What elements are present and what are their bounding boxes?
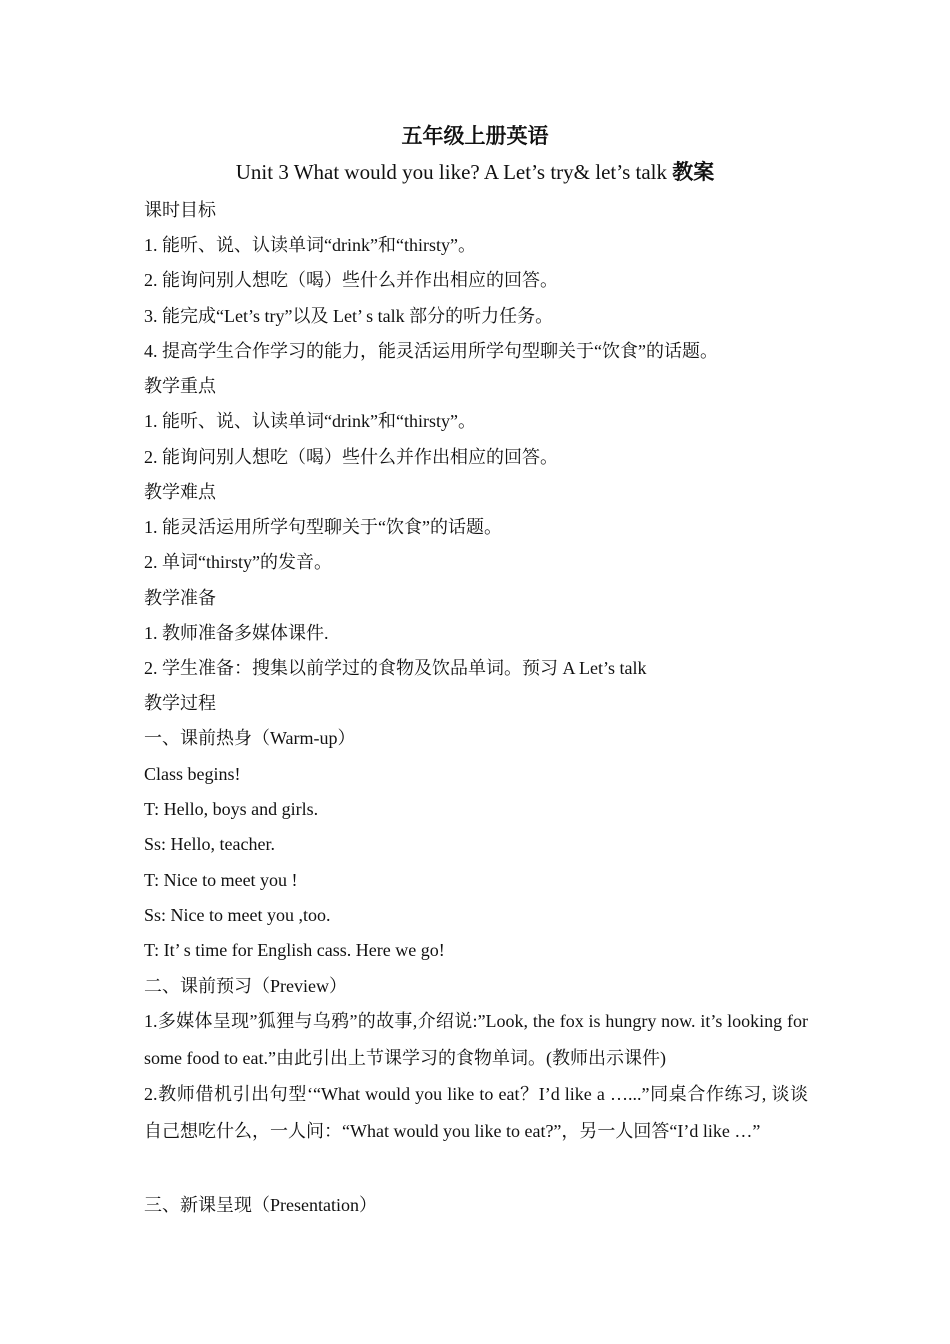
objective-item: 4. 提高学生合作学习的能力，能灵活运用所学句型聊关于“饮食”的话题。 [144,341,718,361]
section-heading-difficulties: 教学难点 [144,482,216,502]
key-point-item: 2. 能询问别人想吃（喝）些什么并作出相应的回答。 [144,447,558,467]
dialogue-line: T: Nice to meet you ! [144,870,298,890]
difficulty-item: 2. 单词“thirsty”的发音。 [144,552,332,572]
subsection-heading-warm-up: 一、课前热身（Warm-up） [144,728,356,748]
dialogue-line: Ss: Hello, teacher. [144,834,275,854]
dialogue-line: Ss: Nice to meet you ,too. [144,905,331,925]
preview-paragraph: 1.多媒体呈现”狐狸与乌鸦”的故事,介绍说:”Look, the fox is hungry now. it’s looking for some food to eat.”由此引出上节课学习的食物单词。(教师出示课件) [144,1011,808,1068]
subtitle-chinese: 教案 [672,160,715,184]
subsection-heading-preview: 二、课前预习（Preview） [144,976,347,996]
preparation-item: 1. 教师准备多媒体课件. [144,623,329,643]
dialogue-line: T: It’ s time for English cass. Here we go! [144,940,445,960]
objective-item: 3. 能完成“Let’s try”以及 Let’ s talk 部分的听力任务。 [144,306,554,326]
dialogue-line: T: Hello, boys and girls. [144,799,319,819]
subtitle-english: Unit 3 What would you like? A Let’s try& let’s talk [235,160,673,184]
document-subtitle [0,158,950,186]
section-heading-process: 教学过程 [144,693,216,713]
section-heading-key-points: 教学重点 [144,376,216,396]
objective-item: 2. 能询问别人想吃（喝）些什么并作出相应的回答。 [144,270,558,290]
preview-paragraph: 2.教师借机引出句型‘“What would you like to eat？I’d like a …...”同桌合作练习, 谈谈自己想吃什么，一人问：“What would you like to eat?”，另一人回答“I’d like …” [144,1084,808,1141]
section-heading-objectives: 课时目标 [144,200,216,220]
subsection-heading-presentation: 三、新课呈现（Presentation） [144,1195,377,1215]
section-heading-preparation: 教学准备 [144,588,216,608]
objective-item: 1. 能听、说、认读单词“drink”和“thirsty”。 [144,235,476,255]
key-point-item: 1. 能听、说、认读单词“drink”和“thirsty”。 [144,411,476,431]
dialogue-line: Class begins! [144,764,241,784]
difficulty-item: 1. 能灵活运用所学句型聊关于“饮食”的话题。 [144,517,502,537]
preparation-item: 2. 学生准备：搜集以前学过的食物及饮品单词。预习 A Let’s talk [144,658,647,678]
document-title: 五年级上册英语 [401,124,549,148]
